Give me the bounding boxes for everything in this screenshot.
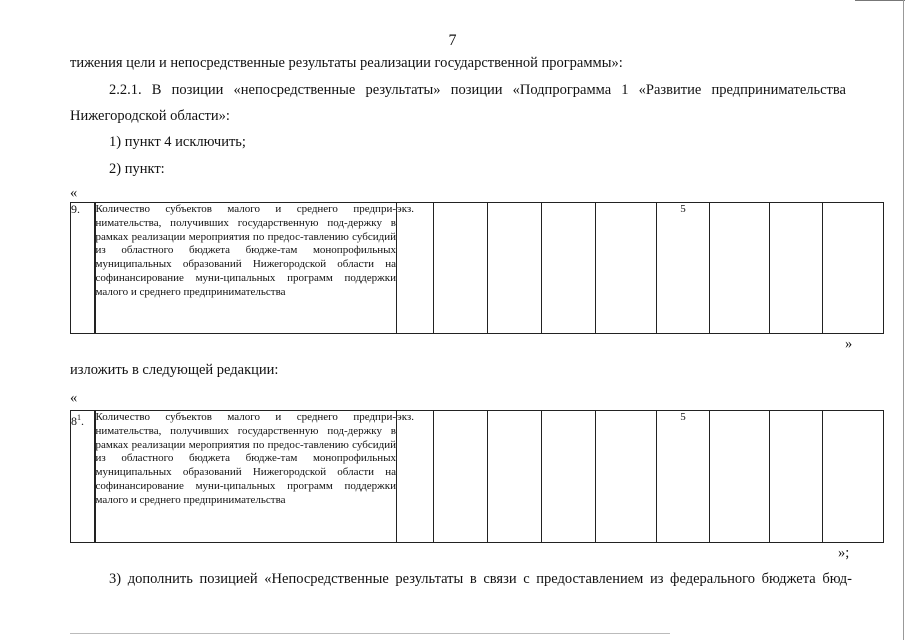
item-value: 5: [657, 203, 710, 334]
closing-quote-2: »;: [838, 545, 850, 561]
table-row: [71, 203, 884, 334]
paragraph-continuation: тижения цели и непосредственные результаты реализации государственной программы»:: [70, 55, 623, 71]
page-number: 7: [448, 32, 457, 49]
paragraph-2-2-1: 2.2.1. В позиции «непосредственные результаты» позиции «Подпрограмма 1 «Развитие предпринимательства: [109, 82, 846, 98]
item-unit: экз.: [397, 411, 434, 543]
position-table-new: [70, 410, 884, 543]
item-value: 5: [657, 411, 710, 543]
empty-cell: [488, 203, 542, 334]
closing-quote-1: »: [845, 336, 853, 352]
opening-quote-1: «: [70, 185, 78, 201]
empty-cell: [488, 411, 542, 543]
table-row: [71, 411, 884, 543]
empty-cell: [542, 203, 596, 334]
scan-edge-bottom: [70, 633, 670, 634]
empty-cell: [823, 411, 884, 543]
item-number-main: 8: [71, 414, 77, 428]
empty-cell: [434, 411, 488, 543]
item-number: 9.: [71, 203, 95, 334]
paragraph-2-2-1-continuation: Нижегородской области»:: [70, 108, 230, 124]
list-item-2: 2) пункт:: [109, 161, 165, 177]
item-description: Количество субъектов малого и среднего предпри-нимательства, получивших государственную под-держку в рамках реализации мероприятия по предос-тавлению субсидий из областного бюджета бюдже-там монопрофильных муниципальных образований Нижегородской области на софинансирование муни-ципальных программ поддержки малого и среднего предпринимательства: [95, 411, 397, 543]
item-number-dot: .: [81, 414, 84, 428]
item-number-superscript: 1: [77, 413, 81, 422]
item-number: [71, 411, 95, 543]
list-item-1: 1) пункт 4 исключить;: [109, 134, 246, 150]
scan-edge-right: [903, 0, 904, 640]
item-unit: экз.: [397, 203, 434, 334]
item-description: Количество субъектов малого и среднего предпри-нимательства, получивших государственную под-держку в рамках реализации мероприятия по предос-тавлению субсидий из областного бюджета бюдже-там монопрофильных муниципальных образований Нижегородской области на софинансирование муни-ципальных программ поддержки малого и среднего предпринимательства: [95, 203, 397, 334]
empty-cell: [770, 411, 823, 543]
empty-cell: [596, 411, 657, 543]
position-table-old: [70, 202, 884, 334]
opening-quote-2: «: [70, 390, 78, 406]
empty-cell: [542, 411, 596, 543]
empty-cell: [710, 411, 770, 543]
replacement-instruction: изложить в следующей редакции:: [70, 362, 279, 378]
empty-cell: [770, 203, 823, 334]
scan-edge-top: [855, 0, 905, 1]
list-item-3: 3) дополнить позицией «Непосредственные результаты в связи с предоставлением из федерального бюджета бюд-: [109, 571, 852, 587]
empty-cell: [710, 203, 770, 334]
empty-cell: [823, 203, 884, 334]
empty-cell: [596, 203, 657, 334]
empty-cell: [434, 203, 488, 334]
